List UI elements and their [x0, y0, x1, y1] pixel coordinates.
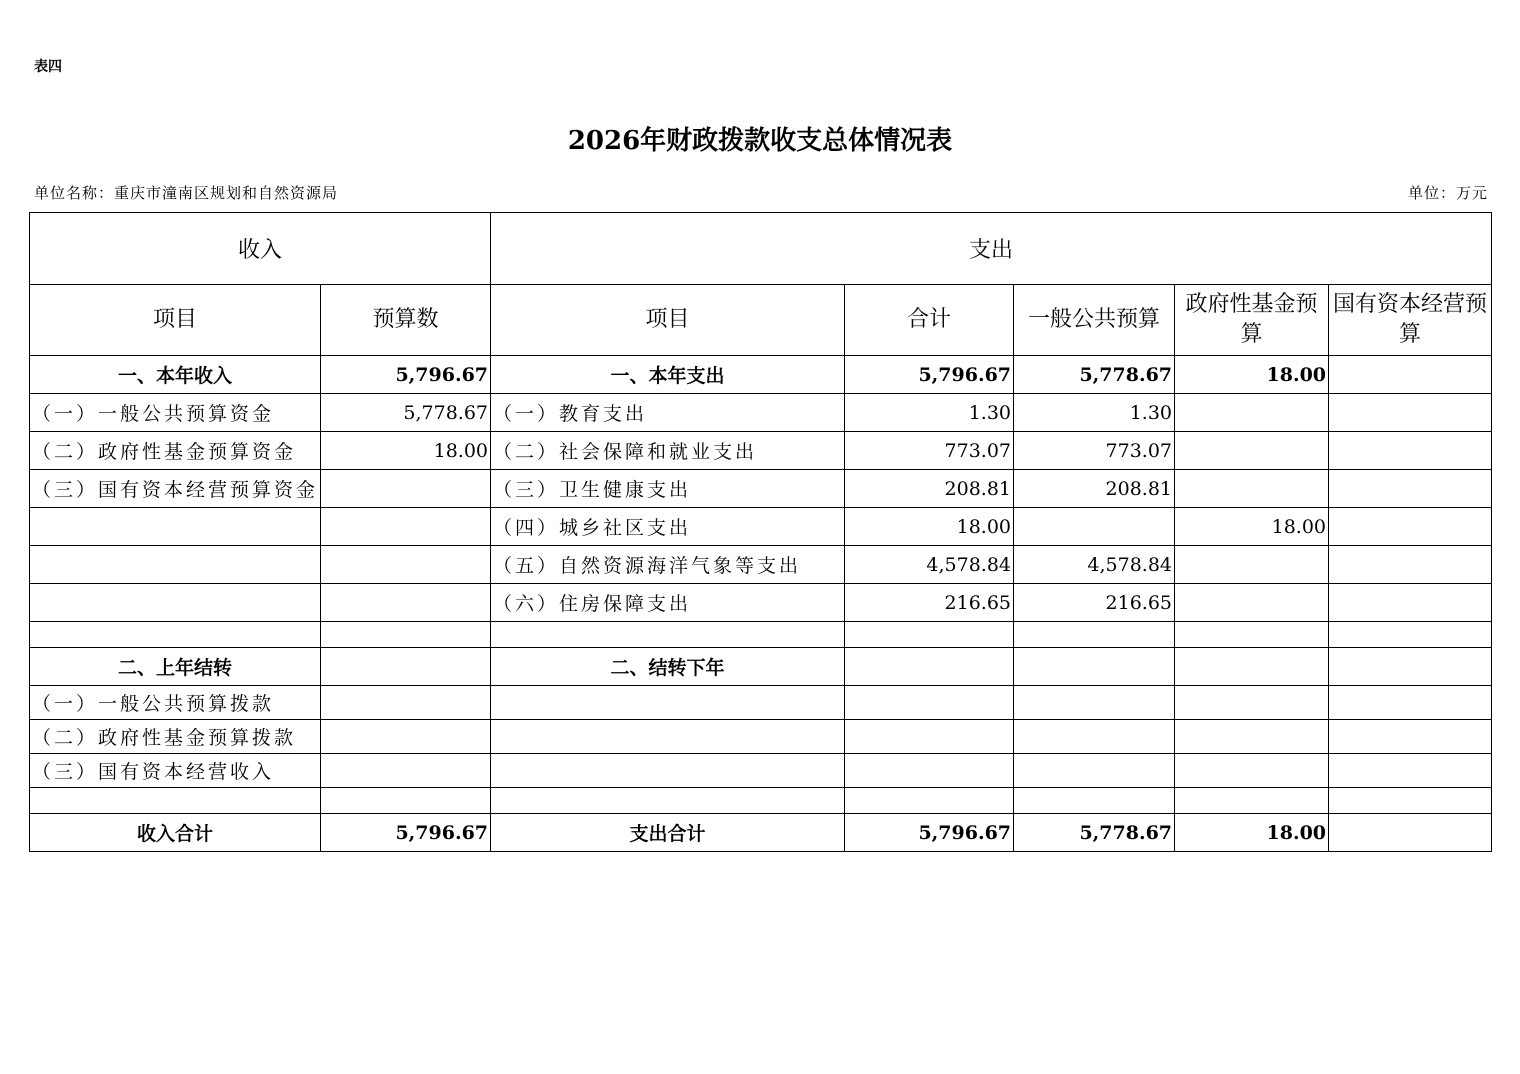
gov-fund-cell: 18.00: [1175, 814, 1329, 852]
expense-item-cell: [491, 788, 845, 814]
expense-item-cell: [491, 622, 845, 648]
table-row: [30, 356, 1492, 394]
total-cell: 208.81: [845, 470, 1014, 508]
general-public-cell: [1014, 622, 1175, 648]
state-capital-cell: [1329, 622, 1492, 648]
gov-fund-cell: [1175, 788, 1329, 814]
income-amount-cell: 5,796.67: [321, 356, 491, 394]
gov-fund-cell: [1175, 754, 1329, 788]
income-item-cell: [30, 584, 321, 622]
state-capital-cell: [1329, 754, 1492, 788]
gov-fund-budget-header: 政府性基金预算: [1175, 285, 1329, 356]
general-public-budget-header: 一般公共预算: [1014, 285, 1175, 356]
income-item-cell: （三）国有资本经营收入: [30, 754, 321, 788]
gov-fund-cell: [1175, 394, 1329, 432]
gov-fund-cell: [1175, 470, 1329, 508]
gov-fund-cell: [1175, 622, 1329, 648]
general-public-cell: [1014, 648, 1175, 686]
income-budget-header: 预算数: [321, 285, 491, 356]
total-cell: [845, 754, 1014, 788]
income-item-cell: （二）政府性基金预算资金: [30, 432, 321, 470]
table-row: [30, 546, 1492, 584]
table-row: [30, 788, 1492, 814]
income-item-cell: 收入合计: [30, 814, 321, 852]
gov-fund-cell: [1175, 546, 1329, 584]
column-header-row: [30, 285, 1492, 356]
general-public-cell: 208.81: [1014, 470, 1175, 508]
total-cell: [845, 788, 1014, 814]
state-capital-cell: [1329, 788, 1492, 814]
total-cell: 1.30: [845, 394, 1014, 432]
general-public-cell: [1014, 686, 1175, 720]
state-capital-cell: [1329, 648, 1492, 686]
expense-item-cell: 一、本年支出: [491, 356, 845, 394]
general-public-cell: 4,578.84: [1014, 546, 1175, 584]
income-amount-cell: 5,778.67: [321, 394, 491, 432]
income-item-cell: [30, 546, 321, 584]
table-row: [30, 754, 1492, 788]
income-item-cell: 一、本年收入: [30, 356, 321, 394]
state-capital-cell: [1329, 720, 1492, 754]
expense-item-cell: [491, 686, 845, 720]
unit-name: 单位名称：重庆市潼南区规划和自然资源局: [34, 184, 339, 202]
expense-item-cell: 支出合计: [491, 814, 845, 852]
page-title: 2026年财政拨款收支总体情况表: [567, 126, 953, 156]
gov-fund-cell: [1175, 686, 1329, 720]
expense-item-cell: （二）社会保障和就业支出: [491, 432, 845, 470]
general-public-cell: [1014, 788, 1175, 814]
expense-item-cell: （四）城乡社区支出: [491, 508, 845, 546]
general-public-cell: 5,778.67: [1014, 814, 1175, 852]
gov-fund-cell: [1175, 584, 1329, 622]
general-public-cell: 5,778.67: [1014, 356, 1175, 394]
gov-fund-cell: [1175, 720, 1329, 754]
table-row: [30, 394, 1492, 432]
state-capital-cell: [1329, 686, 1492, 720]
state-capital-cell: [1329, 584, 1492, 622]
income-amount-cell: [321, 470, 491, 508]
total-cell: 216.65: [845, 584, 1014, 622]
state-capital-budget-header: 国有资本经营预算: [1329, 285, 1492, 356]
table-row: [30, 622, 1492, 648]
table-row: [30, 584, 1492, 622]
income-amount-cell: [321, 648, 491, 686]
expense-section-header: 支出: [491, 213, 1492, 285]
state-capital-cell: [1329, 394, 1492, 432]
income-item-cell: [30, 788, 321, 814]
total-cell: [845, 622, 1014, 648]
total-cell: [845, 648, 1014, 686]
table-label: 表四: [34, 59, 62, 75]
budget-table: [29, 212, 1492, 852]
income-amount-cell: [321, 622, 491, 648]
table-row: [30, 814, 1492, 852]
state-capital-cell: [1329, 546, 1492, 584]
expense-item-cell: 二、结转下年: [491, 648, 845, 686]
income-amount-cell: [321, 686, 491, 720]
income-amount-cell: [321, 546, 491, 584]
table-row: [30, 720, 1492, 754]
gov-fund-cell: [1175, 432, 1329, 470]
expense-item-cell: （六）住房保障支出: [491, 584, 845, 622]
income-amount-cell: [321, 508, 491, 546]
table-row: [30, 470, 1492, 508]
unit-label: 单位：万元: [1407, 184, 1488, 202]
income-item-cell: [30, 508, 321, 546]
general-public-cell: 1.30: [1014, 394, 1175, 432]
table-row: [30, 508, 1492, 546]
income-item-cell: （三）国有资本经营预算资金: [30, 470, 321, 508]
section-header-row: [30, 213, 1492, 285]
expense-item-header: 项目: [491, 285, 845, 356]
total-cell: 5,796.67: [845, 356, 1014, 394]
income-amount-cell: [321, 788, 491, 814]
general-public-cell: 216.65: [1014, 584, 1175, 622]
income-section-header: 收入: [30, 213, 491, 285]
income-amount-cell: 18.00: [321, 432, 491, 470]
gov-fund-cell: 18.00: [1175, 356, 1329, 394]
total-cell: 5,796.67: [845, 814, 1014, 852]
gov-fund-cell: 18.00: [1175, 508, 1329, 546]
general-public-cell: [1014, 754, 1175, 788]
state-capital-cell: [1329, 470, 1492, 508]
income-item-cell: 二、上年结转: [30, 648, 321, 686]
expense-item-cell: [491, 754, 845, 788]
total-cell: [845, 720, 1014, 754]
general-public-cell: [1014, 508, 1175, 546]
income-item-cell: （二）政府性基金预算拨款: [30, 720, 321, 754]
expense-item-cell: （五）自然资源海洋气象等支出: [491, 546, 845, 584]
table-row: [30, 432, 1492, 470]
gov-fund-cell: [1175, 648, 1329, 686]
general-public-cell: [1014, 720, 1175, 754]
expense-item-cell: （三）卫生健康支出: [491, 470, 845, 508]
state-capital-cell: [1329, 356, 1492, 394]
total-cell: 18.00: [845, 508, 1014, 546]
income-amount-cell: 5,796.67: [321, 814, 491, 852]
table-body: [30, 356, 1492, 852]
income-item-cell: [30, 622, 321, 648]
state-capital-cell: [1329, 814, 1492, 852]
income-item-header: 项目: [30, 285, 321, 356]
state-capital-cell: [1329, 508, 1492, 546]
income-item-cell: （一）一般公共预算资金: [30, 394, 321, 432]
table-row: [30, 648, 1492, 686]
income-amount-cell: [321, 754, 491, 788]
state-capital-cell: [1329, 432, 1492, 470]
table-row: [30, 686, 1492, 720]
income-item-cell: （一）一般公共预算拨款: [30, 686, 321, 720]
total-cell: [845, 686, 1014, 720]
total-cell: 773.07: [845, 432, 1014, 470]
general-public-cell: 773.07: [1014, 432, 1175, 470]
income-amount-cell: [321, 584, 491, 622]
expense-item-cell: [491, 720, 845, 754]
total-cell: 4,578.84: [845, 546, 1014, 584]
income-amount-cell: [321, 720, 491, 754]
expense-item-cell: （一）教育支出: [491, 394, 845, 432]
total-header: 合计: [845, 285, 1014, 356]
